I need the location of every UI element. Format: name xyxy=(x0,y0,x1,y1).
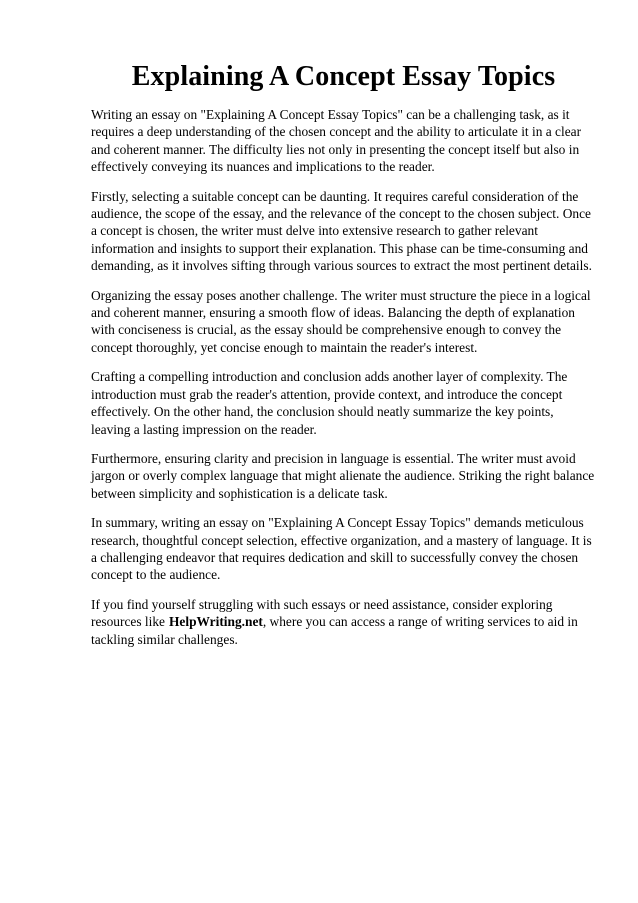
paragraph-summary: In summary, writing an essay on "Explaining A Concept Essay Topics" demands meticulous research, thoughtful concept selection, effective organization, and a mastery of language. It is a challenging endeavor that requires dedication and skill to successfully convey the chosen concept to the audience. xyxy=(91,515,592,583)
document-page xyxy=(91,60,596,660)
paragraph-selecting-concept: Firstly, selecting a suitable concept can be daunting. It requires careful consideration of the audience, the scope of the essay, and the relevance of the concept to the chosen subject. Once a concept is chosen, the writer must delve into extensive research to gather relevant information and insights to support their explanation. This phase can be time-consuming and demanding, as it involves sifting through various sources to extract the most pertinent details. xyxy=(91,188,592,274)
closing-text-after: , where you can access a range of writing services to aid in tackling similar challenges. xyxy=(91,614,578,647)
document-title: Explaining A Concept Essay Topics xyxy=(131,61,556,92)
paragraph-introduction-conclusion: Crafting a compelling introduction and conclusion adds another layer of complexity. The introduction must grab the reader's attention, provide context, and introduce the concept effectively. On the other hand, the conclusion should neatly summarize the key points, leaving a lasting impression on the reader. xyxy=(91,369,568,437)
paragraph-intro: Writing an essay on "Explaining A Concept Essay Topics" can be a challenging task, as it requires a deep understanding of the chosen concept and the ability to articulate it in a clear and coherent manner. The difficulty lies not only in presenting the concept itself but also in effectively conveying its nuances and implications to the reader. xyxy=(91,107,582,175)
helpwriting-link[interactable]: HelpWriting.net xyxy=(169,614,263,630)
paragraph-organizing: Organizing the essay poses another challenge. The writer must structure the piece in a logical and coherent manner, ensuring a smooth flow of ideas. Balancing the depth of explanation with conciseness is crucial, as the essay should be comprehensive enough to convey the concept thoroughly, yet concise enough to maintain the reader's interest. xyxy=(91,287,591,355)
paragraph-closing xyxy=(91,596,596,648)
closing-text-before: If you find yourself struggling with such essays or need assistance, consider exploring resources like xyxy=(91,596,553,630)
paragraph-clarity: Furthermore, ensuring clarity and precision in language is essential. The writer must avoid jargon or overly complex language that might alienate the audience. Striking the right balance between simplicity and sophistication is a delicate task. xyxy=(91,450,595,501)
